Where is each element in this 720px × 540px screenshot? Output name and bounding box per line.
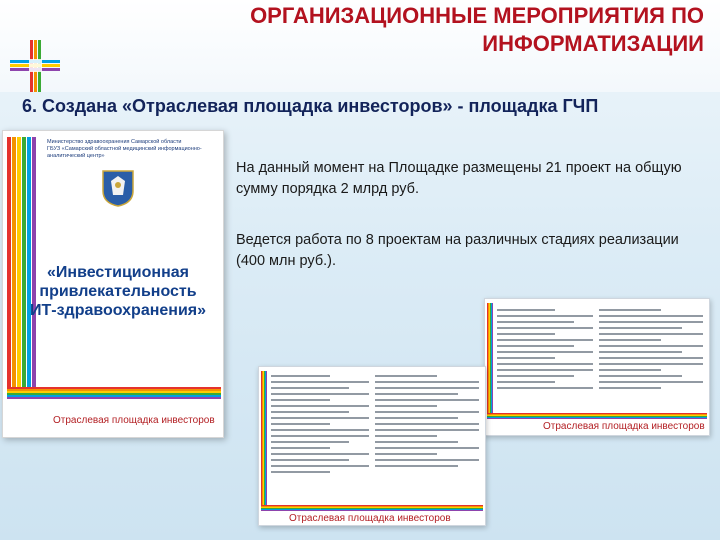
info-paragraph-in-progress: Ведется работа по 8 проектам на различных стадиях реализации (400 млн руб.). <box>236 232 679 269</box>
slide-title-line1: ОРГАНИЗАЦИОННЫЕ МЕРОПРИЯТИЯ ПО <box>250 3 704 28</box>
document-footer: Отраслевая площадка инвесторов <box>289 513 451 524</box>
document-footer: Отраслевая площадка инвесторов <box>543 421 705 432</box>
document-side-stripes-icon <box>261 371 267 505</box>
project-document-thumbnail <box>258 366 486 526</box>
slide-title-line2: ИНФОРМАТИЗАЦИИ <box>482 31 704 56</box>
info-paragraph-projects: На данный момент на Площадке размещены 21 проект на общую сумму порядка 2 млрд руб. <box>236 160 682 197</box>
poster-title-line2: привлекательность <box>39 283 197 300</box>
document-bottom-stripes-icon <box>487 413 707 419</box>
document-column-left <box>497 305 593 393</box>
poster-bottom-stripes-icon <box>7 387 221 399</box>
poster-title-line3: ИТ-здравоохранения» <box>29 302 207 319</box>
document-bottom-stripes-icon <box>261 505 483 511</box>
document-side-stripes-icon <box>487 303 493 413</box>
poster-stripes-icon <box>7 137 41 387</box>
document-column-right <box>599 305 703 393</box>
document-column-right <box>375 371 479 471</box>
poster-footer: Отраслевая площадка инвесторов <box>53 415 215 426</box>
poster-header-line2: ГБУЗ «Самарский областной медицинский информационно-аналитический центр» <box>47 146 202 159</box>
slide-title <box>144 2 704 58</box>
colored-cross-logo-icon <box>10 40 60 92</box>
poster-header <box>47 139 217 160</box>
slide-subtitle: 6. Создана «Отраслевая площадка инвесторов» - площадка ГЧП <box>22 96 599 116</box>
project-document-thumbnail <box>484 298 710 436</box>
poster-title-line1: «Инвестиционная <box>47 264 189 281</box>
poster-header-line1: Министерство здравоохранения Самарской области <box>47 139 182 145</box>
poster-title <box>17 263 219 320</box>
investment-poster <box>2 130 224 438</box>
regional-emblem-icon <box>101 169 135 207</box>
document-column-left <box>271 371 369 477</box>
